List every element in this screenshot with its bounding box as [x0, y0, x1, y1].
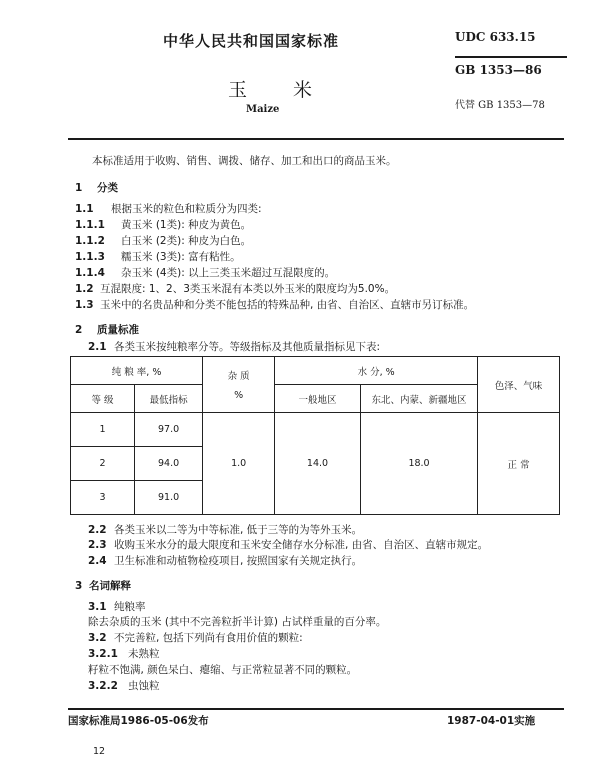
grade-cell: 3 [71, 481, 135, 515]
grade-table [70, 356, 560, 515]
clause-3-1: 3.1 纯粮率 [88, 601, 146, 613]
color-smell-cell: 正 常 [478, 413, 560, 515]
document-subtitle: Maize [246, 104, 280, 115]
footer-divider [68, 708, 564, 710]
header-impurity: 杂 质 % [203, 357, 275, 413]
min-index-cell: 97.0 [135, 413, 203, 447]
clause-2-1: 2.1 各类玉米按纯粮率分等。等级指标及其他质量指标见下表: [88, 341, 381, 353]
clause-2-4: 2.4 卫生标准和动植物检疫项目, 按照国家有关规定执行。 [88, 555, 363, 567]
clause-1-1-1: 1.1.1 黄玉米 (1类): 种皮为黄色。 [75, 219, 252, 231]
clause-3-2-2: 3.2.2 虫蚀粒 [88, 680, 160, 692]
moisture-northeast-cell: 18.0 [360, 413, 477, 515]
page-number: 12 [93, 746, 106, 757]
header-moisture: 水 分, % [275, 357, 478, 385]
section-2-heading: 2 质量标准 [75, 324, 139, 336]
grade-cell: 2 [71, 447, 135, 481]
header-northeast-region: 东北、内蒙、新疆地区 [360, 385, 477, 413]
header-min-index: 最低指标 [135, 385, 203, 413]
gb-code: GB 1353—86 [455, 63, 542, 77]
moisture-general-cell: 14.0 [275, 413, 361, 515]
document-title: 玉 米 [228, 79, 333, 101]
min-index-cell: 94.0 [135, 447, 203, 481]
udc-code: UDC 633.15 [455, 30, 536, 44]
clause-1-1-3: 1.1.3 糯玉米 (3类): 富有粘性。 [75, 251, 241, 263]
clause-3-1-definition: 除去杂质的玉米 (其中不完善粒折半计算) 占试样重量的百分率。 [88, 616, 387, 628]
clause-2-2: 2.2 各类玉米以二等为中等标准, 低于三等的为等外玉米。 [88, 524, 363, 536]
header-general-region: 一般地区 [275, 385, 361, 413]
impurity-cell: 1.0 [203, 413, 275, 515]
clause-1-3: 1.3 玉米中的名贵品种和分类不能包括的特殊品种, 由省、自治区、直辖市另订标准。 [75, 299, 475, 311]
clause-3-2-1: 3.2.1 未熟粒 [88, 648, 160, 660]
clause-3-2-1-definition: 籽粒不饱满, 颜色呆白、瘪缩、与正常粒显著不同的颗粒。 [88, 664, 358, 676]
header-rule [455, 56, 567, 58]
clause-1-1-4: 1.1.4 杂玉米 (4类): 以上三类玉米超过互混限度的。 [75, 267, 336, 279]
header-grade: 等 级 [71, 385, 135, 413]
header-pure-rate: 纯 粮 率, % [71, 357, 203, 385]
effective-date: 1987-04-01实施 [447, 715, 536, 727]
table-row [71, 413, 560, 447]
clause-1-1: 1.1 根据玉米的粒色和粒质分为四类: [75, 203, 262, 215]
header-color-smell: 色泽、气味 [478, 357, 560, 413]
issue-date: 国家标准局1986-05-06发布 [68, 715, 209, 727]
section-3-heading: 3 名词解释 [75, 580, 131, 592]
grade-cell: 1 [71, 413, 135, 447]
replaces-standard: 代替 GB 1353—78 [455, 100, 545, 111]
clause-2-3: 2.3 收购玉米水分的最大限度和玉米安全储存水分标准, 由省、自治区、直辖市规定。 [88, 539, 489, 551]
clause-1-2: 1.2 互混限度: 1、2、3类玉米混有本类以外玉米的限度均为5.0%。 [75, 283, 396, 295]
standard-header-title: 中华人民共和国国家标准 [163, 32, 340, 50]
title-divider [68, 138, 564, 140]
intro-text: 本标准适用于收购、销售、调拨、储存、加工和出口的商品玉米。 [92, 155, 397, 167]
clause-3-2: 3.2 不完善粒, 包括下列尚有食用价值的颗粒: [88, 632, 303, 644]
section-1-heading: 1 分类 [75, 182, 118, 194]
clause-1-1-2: 1.1.2 白玉米 (2类): 种皮为白色。 [75, 235, 252, 247]
min-index-cell: 91.0 [135, 481, 203, 515]
